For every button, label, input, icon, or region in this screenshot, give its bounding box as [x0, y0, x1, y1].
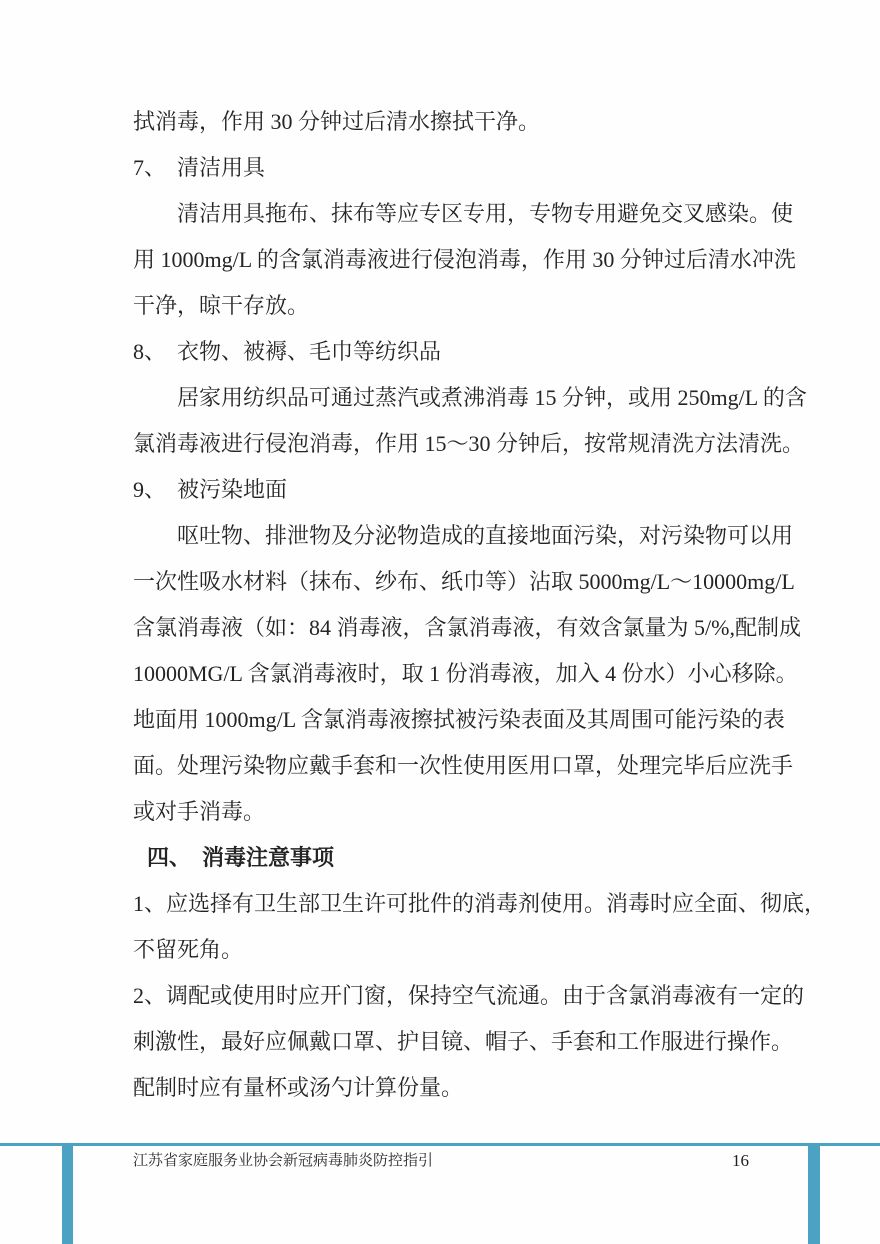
text-line: 呕吐物、排泄物及分泌物造成的直接地面污染，对污染物可以用: [177, 523, 794, 548]
text-block: [133, 99, 827, 1111]
text-line: 刺激性，最好应佩戴口罩、护目镜、帽子、手套和工作服进行操作。: [133, 1029, 794, 1054]
footer: [133, 1150, 757, 1172]
text-line: 2、调配或使用时应开门窗，保持空气流通。由于含氯消毒液有一定的: [133, 983, 805, 1008]
text-line: 氯消毒液进行侵泡消毒，作用 15～30 分钟后，按常规清洗方法清洗。: [133, 431, 805, 456]
text-line: 干净，晾干存放。: [133, 293, 310, 318]
footer-page-number: 16: [732, 1151, 749, 1170]
text-line: 一次性吸水材料（抹布、纱布、纸巾等）沾取 5000mg/L～10000mg/L: [133, 569, 795, 594]
text-line: 不留死角。: [133, 937, 244, 962]
text-line: 10000MG/L 含氯消毒液时，取 1 份消毒液，加入 4 份水）小心移除。: [133, 661, 798, 686]
text-line: 或对手消毒。: [133, 799, 266, 824]
left-border-bar: [62, 1146, 73, 1244]
text-line: 8、 衣物、被褥、毛巾等纺织品: [133, 339, 442, 364]
text-line: 9、 被污染地面: [133, 477, 288, 502]
text-line: 拭消毒，作用 30 分钟过后清水擦拭干净。: [133, 109, 541, 134]
text-line: 面。处理污染物应戴手套和一次性使用医用口罩，处理完毕后应洗手: [133, 753, 794, 778]
text-line: 用 1000mg/L 的含氯消毒液进行侵泡消毒，作用 30 分钟过后清水冲洗: [133, 247, 796, 272]
right-border-bar: [808, 1146, 820, 1244]
section-heading: 四、 消毒注意事项: [147, 845, 335, 870]
text-line: 1、应选择有卫生部卫生许可批件的消毒剂使用。消毒时应全面、彻底，: [133, 891, 827, 916]
footer-divider-rule: [0, 1143, 880, 1146]
text-line: 7、 清洁用具: [133, 155, 266, 180]
footer-doc-title: 江苏省家庭服务业协会新冠病毒肺炎防控指引: [133, 1153, 434, 1169]
text-line: 地面用 1000mg/L 含氯消毒液擦拭被污染表面及其周围可能污染的表: [133, 707, 785, 732]
text-line: 清洁用具拖布、抹布等应专区专用，专物专用避免交叉感染。使: [177, 201, 794, 226]
text-line: 含氯消毒液（如：84 消毒液，含氯消毒液，有效含氯量为 5/%,配制成: [133, 615, 801, 640]
text-line: 居家用纺织品可通过蒸汽或煮沸消毒 15 分钟，或用 250mg/L 的含: [177, 385, 807, 410]
text-line: 配制时应有量杯或汤勺计算份量。: [133, 1075, 464, 1100]
